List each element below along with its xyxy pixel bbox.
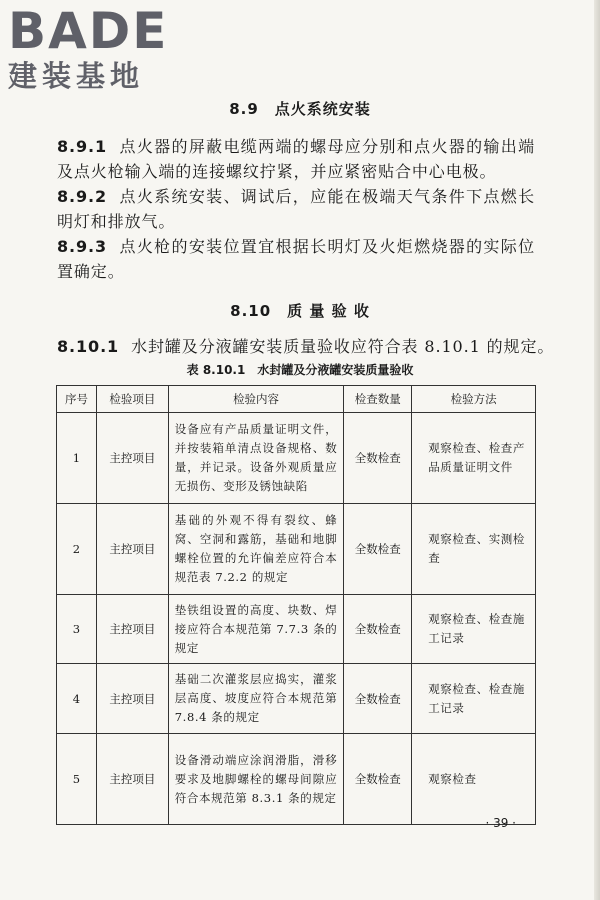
cell-no: 4 bbox=[57, 664, 97, 734]
clause-text: 点火系统安装、调试后，应能在极端天气条件下点燃长明灯和排放气。 bbox=[57, 187, 535, 231]
inspection-table bbox=[56, 385, 536, 825]
clause-8-9-3 bbox=[57, 234, 535, 284]
table-row bbox=[57, 595, 536, 664]
clause-number: 8.9.1 bbox=[57, 137, 108, 156]
watermark-logo bbox=[8, 2, 178, 93]
cell-content: 垫铁组设置的高度、块数、焊接应符合本规范第 7.7.3 条的规定 bbox=[168, 595, 344, 664]
clause-text: 水封罐及分液罐安装质量验收应符合表 8.10.1 的规定。 bbox=[131, 337, 555, 356]
cell-method: 观察检查、检查施工记录 bbox=[412, 595, 536, 664]
table-header-row bbox=[57, 386, 536, 413]
header-quantity: 检查数量 bbox=[344, 386, 412, 413]
section-8-9-heading: 8.9 点火系统安装 bbox=[229, 100, 371, 118]
cell-method: 观察检查、检查产品质量证明文件 bbox=[412, 413, 536, 504]
cell-method: 观察检查、实测检查 bbox=[412, 504, 536, 595]
cell-method: 观察检查 bbox=[412, 734, 536, 825]
cell-item: 主控项目 bbox=[96, 734, 168, 825]
clause-8-10-1 bbox=[57, 334, 557, 359]
clause-text: 点火枪的安装位置宜根据长明灯及火炬燃烧器的实际位置确定。 bbox=[57, 237, 535, 281]
cell-quantity: 全数检查 bbox=[344, 734, 412, 825]
cell-method: 观察检查、检查施工记录 bbox=[412, 664, 536, 734]
header-no: 序号 bbox=[57, 386, 97, 413]
cell-quantity: 全数检查 bbox=[344, 595, 412, 664]
logo-text: BADE bbox=[8, 2, 169, 60]
cell-item: 主控项目 bbox=[96, 413, 168, 504]
logo-subtext: 建装基地 bbox=[8, 59, 145, 93]
cell-no: 3 bbox=[57, 595, 97, 664]
clause-number: 8.9.3 bbox=[57, 237, 108, 256]
section-8-10-heading: 8.10 质 量 验 收 bbox=[230, 302, 370, 320]
header-content: 检验内容 bbox=[168, 386, 344, 413]
cell-content: 基础二次灌浆层应捣实，灌浆层高度、坡度应符合本规范第 7.8.4 条的规定 bbox=[168, 664, 344, 734]
page-number: · 39 · bbox=[485, 816, 516, 830]
cell-quantity: 全数检查 bbox=[344, 413, 412, 504]
cell-no: 2 bbox=[57, 504, 97, 595]
cell-quantity: 全数检查 bbox=[344, 504, 412, 595]
cell-no: 5 bbox=[57, 734, 97, 825]
table-row bbox=[57, 664, 536, 734]
cell-content: 设备应有产品质量证明文件，并按装箱单清点设备规格、数量，并记录。设备外观质量应无损伤、变形及锈蚀缺陷 bbox=[168, 413, 344, 504]
header-item: 检验项目 bbox=[96, 386, 168, 413]
cell-quantity: 全数检查 bbox=[344, 664, 412, 734]
clause-text: 点火器的屏蔽电缆两端的螺母应分别和点火器的输出端及点火枪输入端的连接螺纹拧紧，并应紧密贴合中心电极。 bbox=[57, 137, 535, 181]
cell-item: 主控项目 bbox=[96, 664, 168, 734]
table-row bbox=[57, 734, 536, 825]
clause-number: 8.10.1 bbox=[57, 337, 120, 356]
table-row bbox=[57, 413, 536, 504]
table-row bbox=[57, 504, 536, 595]
header-method: 检验方法 bbox=[412, 386, 536, 413]
cell-item: 主控项目 bbox=[96, 504, 168, 595]
clause-8-9-1 bbox=[57, 134, 535, 184]
cell-content: 基础的外观不得有裂纹、蜂窝、空洞和露筋，基础和地脚螺栓位置的允许偏差应符合本规范表 7.2.2 的规定 bbox=[168, 504, 344, 595]
cell-no: 1 bbox=[57, 413, 97, 504]
clause-number: 8.9.2 bbox=[57, 187, 108, 206]
clause-8-9-2 bbox=[57, 184, 535, 234]
cell-item: 主控项目 bbox=[96, 595, 168, 664]
page-edge-shadow bbox=[594, 0, 600, 900]
cell-content: 设备滑动端应涂润滑脂，滑移要求及地脚螺栓的螺母间隙应符合本规范第 8.3.1 条的规定 bbox=[168, 734, 344, 825]
table-title: 表 8.10.1 水封罐及分液罐安装质量验收 bbox=[186, 363, 414, 377]
